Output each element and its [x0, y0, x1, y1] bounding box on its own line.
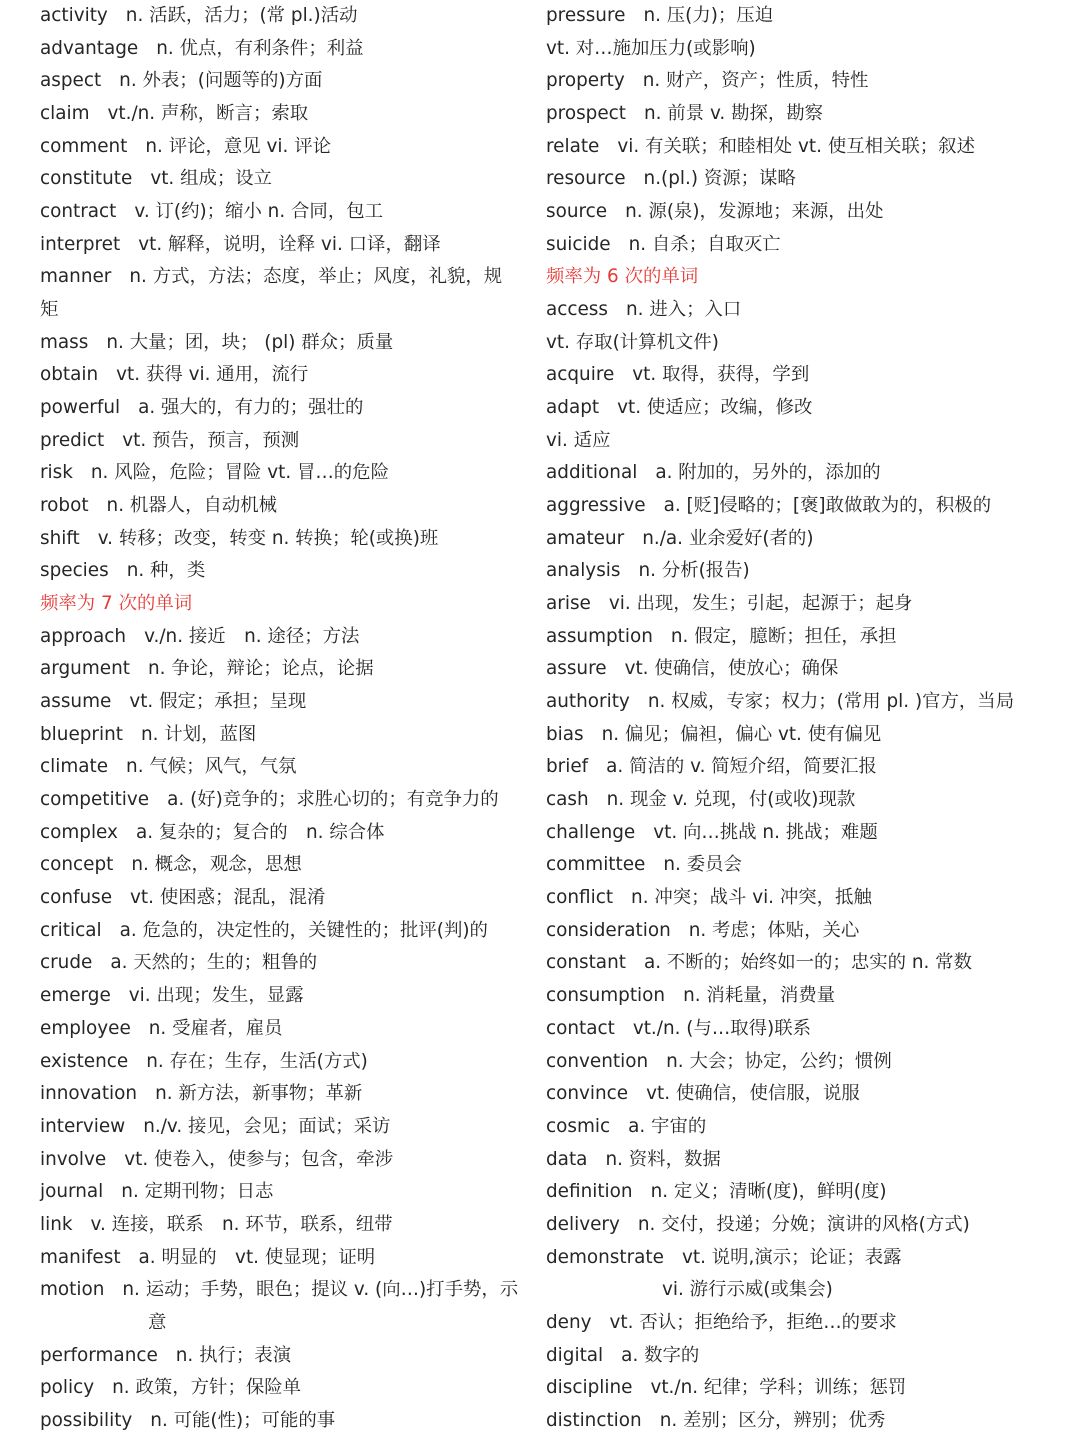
vocab-definition: n. 政策，方针；保险单 [112, 1377, 302, 1399]
vocab-definition: n. 活跃，活力；(常 pl.)活动 [125, 5, 358, 26]
vocab-entry [546, 1176, 1046, 1209]
vocab-word: involve [40, 1148, 107, 1170]
vocab-continuation [40, 1307, 535, 1340]
vocab-word: policy [40, 1377, 95, 1399]
vocab-entry [546, 588, 1046, 621]
vocab-definition: vt. 预告，预言，预测 [122, 429, 300, 451]
vocab-entry [546, 294, 1046, 327]
vocab-entry [40, 1078, 535, 1111]
vocab-entry [546, 0, 1046, 33]
vocab-entry [40, 196, 535, 229]
vocab-entry [546, 1372, 1046, 1405]
vocab-word: interview [40, 1115, 126, 1137]
vocab-word: convince [546, 1083, 629, 1105]
vocab-word: suicide [546, 233, 611, 255]
vocab-definition: n. 财产，资产；性质，特性 [642, 70, 869, 92]
vocab-definition: n. 大量；团，块； (pl) 群众；质量 [106, 331, 394, 353]
vocab-entry [546, 849, 1046, 882]
vocab-word: amateur [546, 527, 625, 549]
vocab-definition: vt. 否认；拒绝给予，拒绝…的要求 [609, 1311, 897, 1333]
vocab-word: advantage [40, 37, 139, 59]
section-heading: 频率为 6 次的单词 [546, 266, 699, 288]
vocab-entry [40, 653, 535, 686]
vocab-entry [40, 1274, 535, 1307]
vocab-entry [546, 163, 1046, 196]
vocab-word: blueprint [40, 723, 123, 745]
vocab-definition: 矩 [40, 299, 59, 321]
vocab-definition: n. 概念，观念，思想 [131, 854, 302, 876]
vocab-word: assumption [546, 625, 653, 647]
vocab-word: relate [546, 135, 600, 157]
vocab-word: approach [40, 625, 127, 647]
vocab-definition: n. 分析(报告) [638, 560, 750, 582]
vocab-word: committee [546, 854, 646, 876]
vocab-entry [40, 686, 535, 719]
vocab-word: demonstrate [546, 1246, 664, 1268]
vocab-definition: vt. 存取(计算机文件) [546, 331, 719, 353]
vocab-entry [40, 98, 535, 131]
vocab-entry [40, 784, 535, 817]
vocab-continuation [546, 1274, 1046, 1307]
vocab-word: predict [40, 429, 105, 451]
vocab-definition: n. 假定，臆断；担任，承担 [670, 625, 897, 647]
vocab-entry [40, 1013, 535, 1046]
vocab-word: property [546, 70, 625, 92]
vocab-entry [546, 621, 1046, 654]
vocab-entry [546, 1340, 1046, 1373]
vocab-definition: vt. 使困惑；混乱，混淆 [130, 887, 326, 909]
vocab-entry [546, 1111, 1046, 1144]
vocab-entry [40, 719, 535, 752]
vocab-definition: vt. 说明,演示；论证；表露 [681, 1246, 902, 1268]
vocab-word: digital [546, 1344, 604, 1366]
vocab-word: assure [546, 658, 607, 680]
vocab-word: consideration [546, 919, 671, 941]
vocab-definition: v. 连接，联系 n. 环节，联系，纽带 [90, 1213, 393, 1235]
vocab-word: source [546, 201, 608, 223]
vocab-entry [546, 523, 1046, 556]
vocab-definition: vi. 有关联；和睦相处 vt. 使互相关联；叙述 [617, 135, 975, 157]
vocab-word: discipline [546, 1377, 633, 1399]
vocab-entry [546, 1405, 1046, 1438]
vocab-entry [40, 261, 535, 294]
vocab-entry [546, 196, 1046, 229]
vocab-entry [546, 1078, 1046, 1111]
vocab-definition: n. 外表；(问题等的)方面 [119, 70, 323, 92]
vocab-definition: vi. 出现；发生，显露 [128, 985, 304, 1007]
vocab-entry [546, 980, 1046, 1013]
vocab-entry [546, 947, 1046, 980]
vocab-definition: vi. 出现，发生；引起，起源于；起身 [608, 593, 913, 615]
vocab-word: journal [40, 1181, 104, 1203]
vocab-definition: a. (好)竞争的；求胜心切的；有竞争力的 [167, 789, 499, 811]
vocab-definition: n. 存在；生存，生活(方式) [146, 1050, 368, 1072]
vocab-entry [40, 947, 535, 980]
vocab-word: access [546, 299, 608, 321]
vocab-word: link [40, 1213, 73, 1235]
vocab-word: concept [40, 854, 114, 876]
vocab-word: definition [546, 1181, 633, 1203]
vocab-word: deny [546, 1311, 592, 1333]
vocab-entry [40, 490, 535, 523]
vocab-definition: a. 强大的，有力的；强壮的 [138, 397, 364, 419]
vocab-entry [40, 1242, 535, 1275]
vocab-definition: n. 冲突；战斗 vi. 冲突，抵触 [631, 887, 872, 909]
vocab-entry [546, 457, 1046, 490]
vocab-entry [40, 65, 535, 98]
vocab-definition: n. 消耗量，消费量 [683, 985, 836, 1007]
vocab-definition: a. [贬]侵略的；[褒]敢做敢为的，积极的 [663, 495, 992, 517]
vocab-definition: n. 评论，意见 vi. 评论 [145, 135, 331, 157]
vocab-definition: n. 可能(性)；可能的事 [150, 1409, 336, 1431]
vocab-word: comment [40, 135, 128, 157]
vocab-word: critical [40, 919, 102, 941]
vocab-word: bias [546, 723, 584, 745]
vocab-definition: n. 风险，危险；冒险 vt. 冒…的危险 [90, 462, 389, 484]
vocab-entry [546, 131, 1046, 164]
vocab-entry [546, 1046, 1046, 1079]
vocab-word: pressure [546, 5, 626, 26]
vocab-word: additional [546, 462, 638, 484]
vocab-entry [40, 1209, 535, 1242]
vocab-entry [40, 980, 535, 1013]
vocab-word: assume [40, 691, 112, 713]
vocab-entry [40, 229, 535, 262]
vocab-definition: 意 [148, 1311, 167, 1333]
vocab-word: climate [40, 756, 109, 778]
vocab-definition: n. 前景 v. 勘探，勘察 [643, 103, 824, 125]
vocab-word: argument [40, 658, 130, 680]
vocab-word: constitute [40, 168, 133, 190]
vocab-entry [40, 1405, 535, 1438]
vocab-definition: vt. 解释，说明，诠释 vi. 口译，翻译 [138, 233, 441, 255]
vocab-entry [546, 653, 1046, 686]
vocab-definition: vt./n. 声称，断言；索取 [107, 103, 309, 125]
vocab-definition: n. 考虑；体贴，关心 [688, 919, 860, 941]
vocab-word: acquire [546, 364, 615, 386]
vocab-definition: vt. 假定；承担；呈现 [129, 691, 307, 713]
vocab-word: existence [40, 1050, 129, 1072]
vocab-definition: n. 权威，专家；权力；(常用 pl. )官方，当局 [647, 691, 1015, 713]
vocab-definition: vt. 组成；设立 [150, 168, 273, 190]
vocab-word: analysis [546, 560, 621, 582]
vocab-entry [40, 1176, 535, 1209]
vocab-entry [40, 523, 535, 556]
vocab-definition: vt. 使确信，使信服，说服 [646, 1083, 860, 1105]
vocab-word: adapt [546, 397, 600, 419]
vocab-word: competitive [40, 789, 150, 811]
vocab-word: shift [40, 527, 80, 549]
vocab-definition: n. 争论，辩论；论点，论据 [147, 658, 374, 680]
left-column [40, 0, 535, 1438]
vocab-continuation [40, 294, 535, 327]
vocab-definition: n. 定义；清晰(度)，鲜明(度) [650, 1181, 887, 1203]
vocab-definition: n. 自杀；自取灭亡 [628, 233, 781, 255]
vocab-entry [40, 621, 535, 654]
vocab-entry [546, 1144, 1046, 1177]
vocab-definition: n./a. 业余爱好(者的) [642, 527, 814, 549]
vocab-continuation [546, 425, 1046, 458]
vocab-definition: n. 种，类 [126, 560, 206, 582]
vocab-entry [40, 0, 535, 33]
vocab-entry [40, 882, 535, 915]
vocab-word: resource [546, 168, 626, 190]
vocab-definition: n.(pl.) 资源；谋略 [643, 168, 796, 190]
vocab-definition: n. 源(泉)，发源地；来源，出处 [625, 201, 884, 223]
right-column [546, 0, 1046, 1438]
vocab-definition: vt. 使卷入，使参与；包含，牵涉 [124, 1148, 394, 1170]
vocab-entry [40, 1144, 535, 1177]
vocab-entry [40, 915, 535, 948]
vocab-word: conflict [546, 887, 614, 909]
vocab-continuation [546, 327, 1046, 360]
vocab-word: consumption [546, 985, 666, 1007]
vocab-definition: a. 危急的，决定性的，关键性的；批评(判)的 [119, 919, 488, 941]
vocab-word: aggressive [546, 495, 646, 517]
vocab-word: aspect [40, 70, 102, 92]
vocab-entry [546, 1013, 1046, 1046]
vocab-definition: n. 方式，方法；态度，举止；风度，礼貌，规 [129, 266, 503, 288]
vocab-word: distinction [546, 1409, 642, 1431]
vocab-entry [546, 392, 1046, 425]
vocab-entry [546, 882, 1046, 915]
vocab-definition: n. 计划，蓝图 [140, 723, 257, 745]
vocab-entry [546, 784, 1046, 817]
vocab-entry [546, 686, 1046, 719]
vocab-definition: vt. 使适应；改编，修改 [617, 397, 813, 419]
vocab-entry [546, 915, 1046, 948]
vocab-definition: vt. 对…施加压力(或影响) [546, 37, 756, 59]
vocab-word: employee [40, 1017, 131, 1039]
vocab-word: powerful [40, 397, 121, 419]
vocab-word: obtain [40, 364, 99, 386]
vocab-definition: vt. 向…挑战 n. 挑战；难题 [653, 821, 878, 843]
vocab-entry [546, 490, 1046, 523]
section-heading: 频率为 7 次的单词 [40, 593, 193, 615]
vocab-definition: n. 新方法，新事物；革新 [155, 1083, 363, 1105]
vocab-word: complex [40, 821, 118, 843]
vocab-definition: n. 运动；手势，眼色；提议 v. (向…)打手势，示 [122, 1279, 519, 1301]
vocab-definition: n. 委员会 [663, 854, 742, 876]
vocab-entry [40, 359, 535, 392]
vocab-definition: n./v. 接见，会见；面试；采访 [143, 1115, 391, 1137]
vocab-definition: a. 附加的，另外的，添加的 [655, 462, 881, 484]
vocab-entry [546, 359, 1046, 392]
vocab-entry [546, 751, 1046, 784]
vocab-entry [546, 65, 1046, 98]
vocab-word: arise [546, 593, 591, 615]
vocab-entry [40, 392, 535, 425]
vocab-entry [546, 1209, 1046, 1242]
vocab-word: manner [40, 266, 112, 288]
vocab-word: delivery [546, 1213, 620, 1235]
vocab-word: authority [546, 691, 630, 713]
vocab-word: manifest [40, 1246, 121, 1268]
vocab-definition: v. 转移；改变，转变 n. 转换；轮(或换)班 [97, 527, 439, 549]
vocab-entry [40, 425, 535, 458]
vocab-entry [40, 1372, 535, 1405]
vocab-entry [546, 229, 1046, 262]
vocab-entry [40, 817, 535, 850]
vocab-definition: a. 数字的 [621, 1344, 700, 1366]
vocab-word: cash [546, 789, 589, 811]
vocab-entry [546, 98, 1046, 131]
vocab-entry [546, 1242, 1046, 1275]
vocab-entry [546, 817, 1046, 850]
vocab-definition: n. 压(力)；压迫 [643, 5, 774, 26]
vocab-definition: vt. 获得 vi. 通用，流行 [116, 364, 309, 386]
vocab-word: cosmic [546, 1115, 611, 1137]
vocab-entry [40, 457, 535, 490]
vocab-word: innovation [40, 1083, 138, 1105]
vocab-definition: n. 大会；协定，公约；惯例 [666, 1050, 892, 1072]
vocab-definition: n. 机器人，自动机械 [106, 495, 278, 517]
vocab-definition: a. 简洁的 v. 简短介绍，简要汇报 [606, 756, 877, 778]
vocab-entry [546, 1307, 1046, 1340]
vocab-definition: n. 受雇者，雇员 [148, 1017, 283, 1039]
vocab-word: prospect [546, 103, 626, 125]
vocab-entry [40, 751, 535, 784]
vocab-definition: n. 执行；表演 [175, 1344, 292, 1366]
vocab-definition: vt./n. 纪律；学科；训练；惩罚 [650, 1377, 907, 1399]
vocab-continuation [546, 33, 1046, 66]
vocab-word: emerge [40, 985, 111, 1007]
vocab-entry [546, 719, 1046, 752]
vocab-entry [40, 33, 535, 66]
vocab-word: interpret [40, 233, 121, 255]
vocab-word: possibility [40, 1409, 133, 1431]
vocab-definition: n. 定期刊物；日志 [121, 1181, 274, 1203]
vocab-definition: n. 偏见；偏袒，偏心 vt. 使有偏见 [601, 723, 882, 745]
vocab-definition: vt. 使确信，使放心；确保 [624, 658, 839, 680]
vocab-word: contact [546, 1017, 615, 1039]
vocab-word: risk [40, 462, 73, 484]
vocab-definition: a. 天然的；生的；粗鲁的 [110, 952, 318, 974]
vocab-definition: a. 宇宙的 [628, 1115, 707, 1137]
vocab-definition: a. 复杂的；复合的 n. 综合体 [135, 821, 385, 843]
vocab-entry [40, 163, 535, 196]
vocab-definition: a. 不断的；始终如一的；忠实的 n. 常数 [643, 952, 972, 974]
vocab-word: crude [40, 952, 93, 974]
vocab-word: brief [546, 756, 589, 778]
vocab-definition: n. 差别；区分，辨别；优秀 [659, 1409, 886, 1431]
vocab-word: confuse [40, 887, 113, 909]
vocab-entry [40, 1340, 535, 1373]
vocab-entry [40, 131, 535, 164]
vocab-entry [40, 555, 535, 588]
vocab-word: species [40, 560, 109, 582]
vocab-word: claim [40, 103, 90, 125]
vocab-word: activity [40, 5, 108, 26]
vocab-definition: vt./n. (与…取得)联系 [632, 1017, 812, 1039]
vocab-word: contract [40, 201, 117, 223]
vocab-entry [546, 555, 1046, 588]
vocab-word: mass [40, 331, 89, 353]
vocab-definition: n. 资料，数据 [605, 1148, 721, 1170]
vocab-definition: vt. 取得，获得，学到 [632, 364, 810, 386]
vocab-word: robot [40, 495, 89, 517]
vocab-entry [40, 327, 535, 360]
vocab-word: performance [40, 1344, 158, 1366]
vocab-entry [40, 1111, 535, 1144]
vocab-word: motion [40, 1279, 105, 1301]
vocab-word: challenge [546, 821, 636, 843]
vocab-definition: vi. 适应 [546, 429, 611, 451]
vocab-word: convention [546, 1050, 649, 1072]
vocab-entry [40, 1046, 535, 1079]
vocab-definition: n. 气候；风气，气氛 [126, 756, 297, 778]
vocab-definition: vi. 游行示威(或集会) [662, 1279, 833, 1301]
vocab-word: data [546, 1148, 588, 1170]
vocab-word: constant [546, 952, 626, 974]
vocab-definition: n. 优点，有利条件；利益 [156, 37, 364, 59]
vocab-definition: n. 交付，投递；分娩；演讲的风格(方式) [637, 1213, 970, 1235]
vocab-definition: n. 现金 v. 兑现，付(或收)现款 [606, 789, 856, 811]
vocab-definition: a. 明显的 vt. 使显现；证明 [138, 1246, 376, 1268]
vocab-definition: n. 进入；入口 [625, 299, 742, 321]
vocab-definition: v. 订(约)；缩小 n. 合同，包工 [134, 201, 383, 223]
vocab-entry [40, 849, 535, 882]
vocab-definition: v./n. 接近 n. 途径；方法 [144, 625, 360, 647]
